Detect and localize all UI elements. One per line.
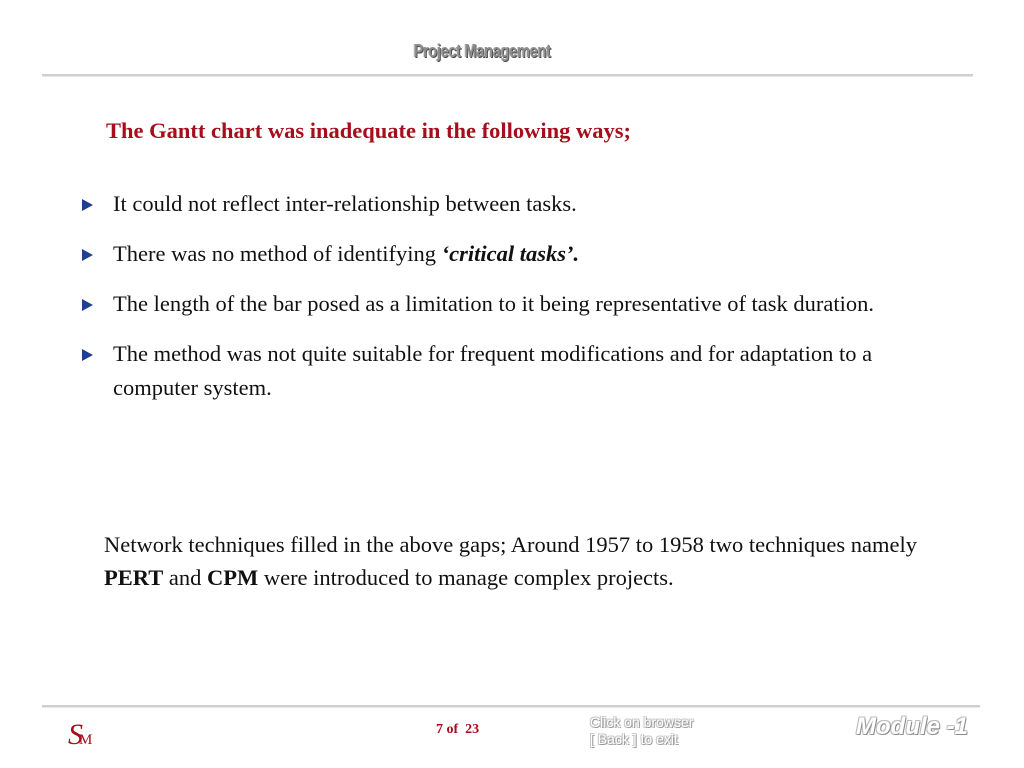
slide-heading: The Gantt chart was inadequate in the following ways; <box>106 118 632 143</box>
bullet-item <box>80 337 920 405</box>
paragraph-text: and <box>163 565 207 590</box>
bullet-arrow-icon <box>82 249 93 261</box>
sm-logo <box>68 718 92 752</box>
cpm-term: CPM <box>206 565 259 590</box>
header-divider <box>42 74 973 77</box>
exit-hint[interactable] <box>590 714 693 748</box>
bullet-arrow-icon <box>82 199 93 211</box>
paragraph-text: were introduced to manage complex projects. <box>258 565 674 590</box>
page-of: of <box>446 722 459 737</box>
bullet-item <box>80 187 920 221</box>
bullet-text: The length of the bar posed as a limitation to it being representative of task duration. <box>113 291 875 316</box>
page-indicator <box>436 722 479 738</box>
bullet-text: The method was not quite suitable for frequent modifications and for adaptation to a computer system. <box>113 341 873 400</box>
page-current: 7 <box>436 722 443 737</box>
bullet-arrow-icon <box>82 299 93 311</box>
bullet-item <box>80 287 920 321</box>
bullet-item <box>80 237 920 271</box>
summary-paragraph <box>104 528 934 594</box>
bullet-list <box>80 187 920 421</box>
logo-s: S <box>68 718 83 751</box>
paragraph-text: Network techniques filled in the above gaps; Around 1957 to 1958 two techniques namely <box>104 532 917 557</box>
page-total: 23 <box>465 722 480 737</box>
bullet-text: It could not reflect inter-relationship between tasks. <box>113 191 577 216</box>
exit-hint-line2: [ Back ] to exit <box>590 731 678 747</box>
bullet-text: There was no method of identifying <box>113 241 442 266</box>
exit-hint-line1: Click on browser <box>590 714 694 730</box>
logo-m: M <box>79 732 93 748</box>
pert-term: PERT <box>104 565 164 590</box>
bullet-arrow-icon <box>82 349 93 361</box>
header-title: Project Management <box>413 41 551 61</box>
footer-divider <box>42 705 980 708</box>
module-label: Module -1 <box>856 713 968 740</box>
bullet-emphasis: ‘critical tasks’. <box>441 241 580 266</box>
